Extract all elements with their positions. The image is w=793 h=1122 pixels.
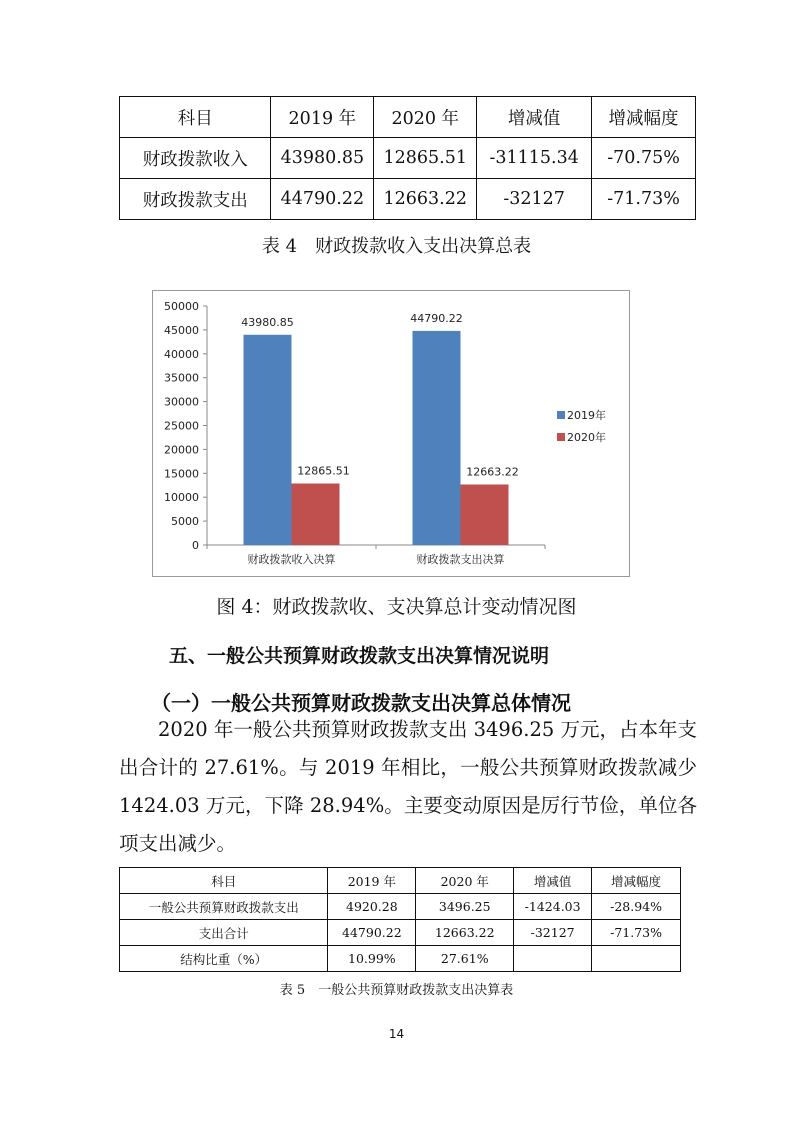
table-cell: 44790.22 (271, 179, 374, 220)
table-cell (592, 946, 681, 972)
table-cell: 10.99% (328, 946, 416, 972)
data-label: 12865.51 (297, 464, 350, 478)
table-cell: 12865.51 (374, 138, 477, 179)
table-cell: 27.61% (416, 946, 514, 972)
table-header-cell: 科目 (120, 868, 328, 894)
table-cell: 4920.28 (328, 894, 416, 920)
bar (292, 484, 340, 545)
table-header-cell: 2019 年 (328, 868, 416, 894)
table-5 (119, 867, 681, 972)
table-cell: 43980.85 (271, 138, 374, 179)
table-cell: -32127 (477, 179, 592, 220)
table-header-cell: 增减幅度 (592, 97, 696, 138)
bar (461, 484, 509, 545)
table-4-caption: 表 4 财政拨款收入支出决算总表 (261, 236, 532, 257)
table-cell: -28.94% (592, 894, 681, 920)
bar-chart (152, 290, 630, 577)
table-cell: 结构比重（%） (120, 946, 328, 972)
section-5-1-heading: （一）一般公共预算财政拨款支出决算总体情况 (151, 691, 571, 715)
data-label: 12663.22 (466, 465, 519, 479)
x-tick-label: 财政拨款收入决算 (247, 553, 336, 566)
table-cell: 财政拨款支出 (120, 179, 271, 220)
table-cell (514, 946, 592, 972)
legend-label: 2020年 (567, 431, 606, 444)
table-header-cell: 2019 年 (271, 97, 374, 138)
table-cell: -32127 (514, 920, 592, 946)
y-tick-label: 40000 (164, 347, 199, 361)
table-header-cell: 2020 年 (416, 868, 514, 894)
table-cell: 44790.22 (328, 920, 416, 946)
y-tick-label: 30000 (164, 395, 199, 409)
y-tick-label: 5000 (171, 515, 199, 529)
table-header-cell: 增减值 (477, 97, 592, 138)
table-4 (119, 96, 696, 220)
table-row (120, 138, 696, 179)
table-header-row (120, 97, 696, 138)
table-header-cell: 科目 (120, 97, 271, 138)
legend-swatch (557, 411, 565, 419)
page-number: 14 (388, 1027, 405, 1041)
table-cell: 支出合计 (120, 920, 328, 946)
table-cell: 12663.22 (416, 920, 514, 946)
y-tick-label: 15000 (164, 467, 199, 481)
table-cell: -71.73% (592, 920, 681, 946)
table-row (120, 894, 681, 920)
body-paragraph: 2020 年一般公共预算财政拨款支出 3496.25 万元，占本年支出合计的 27.61%。与 2019 年相比，一般公共预算财政拨款减少 1424.03 万元，下降 28.94%。主要变动原因是厉行节俭，单位各项支出减少。 (119, 718, 697, 855)
table-header-cell: 增减幅度 (592, 868, 681, 894)
x-tick-label: 财政拨款支出决算 (416, 553, 505, 566)
table-cell: -70.75% (592, 138, 696, 179)
table-cell: 财政拨款收入 (120, 138, 271, 179)
table-header-row (120, 868, 681, 894)
table-row (120, 179, 696, 220)
data-label: 44790.22 (410, 311, 463, 325)
table-cell: 12663.22 (374, 179, 477, 220)
table-header-cell: 增减值 (514, 868, 592, 894)
bar (244, 335, 292, 545)
y-tick-label: 45000 (164, 323, 199, 337)
table-header-cell: 2020 年 (374, 97, 477, 138)
y-tick-label: 25000 (164, 419, 199, 433)
table-5-caption: 表 5 一般公共预算财政拨款支出决算表 (279, 983, 514, 998)
bar-chart-svg (153, 291, 629, 576)
section-5-heading: 五、一般公共预算财政拨款支出决算情况说明 (169, 645, 550, 667)
table-cell: -1424.03 (514, 894, 592, 920)
figure-4-caption: 图 4：财政拨款收、支决算总计变动情况图 (216, 596, 577, 618)
table-row (120, 920, 681, 946)
y-tick-label: 35000 (164, 371, 199, 385)
y-tick-label: 50000 (164, 300, 199, 313)
y-tick-label: 0 (192, 539, 199, 552)
table-cell: 3496.25 (416, 894, 514, 920)
legend-swatch (557, 433, 565, 441)
bar (413, 331, 461, 545)
table-row (120, 946, 681, 972)
table-cell: -31115.34 (477, 138, 592, 179)
y-tick-label: 20000 (164, 443, 199, 457)
y-tick-label: 10000 (164, 491, 199, 505)
legend-label: 2019年 (567, 409, 606, 422)
table-cell: -71.73% (592, 179, 696, 220)
table-cell: 一般公共预算财政拨款支出 (120, 894, 328, 920)
data-label: 43980.85 (241, 315, 294, 329)
